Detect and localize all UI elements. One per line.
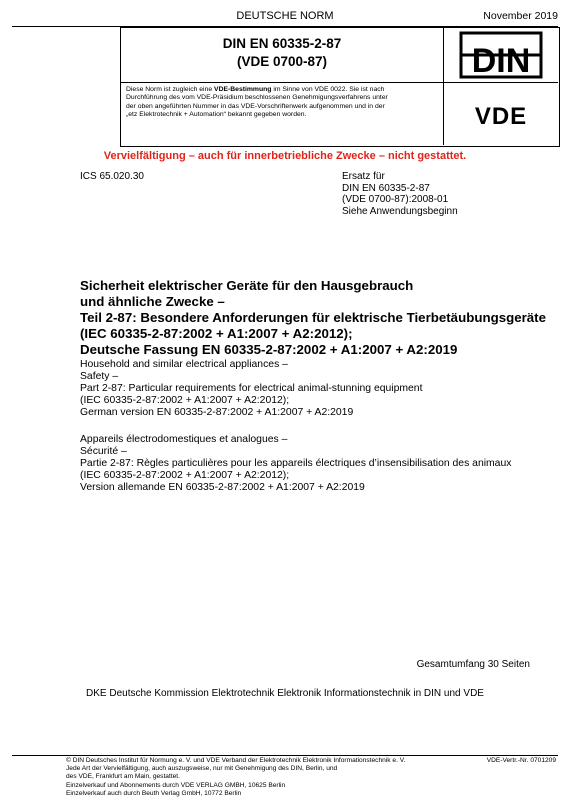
vde-notice-line: „etz Elektrotechnik + Automation“ bekannt gegeben worden.: [126, 111, 307, 119]
vde-notice-bold: VDE-Bestimmung: [214, 86, 272, 93]
document-type-label: DEUTSCHE NORM: [236, 10, 334, 22]
german-title-line: Teil 2-87: Besondere Anforderungen für elektrische Tierbetäubungsgeräte: [80, 310, 546, 325]
english-title: [80, 359, 550, 419]
english-title-line: Safety –: [80, 371, 119, 382]
english-title-line: German version EN 60335-2-87:2002 + A1:2007 + A2:2019: [80, 407, 354, 418]
english-title-line: Part 2-87: Particular requirements for electrical animal-stunning equipment: [80, 383, 423, 394]
copyright-line: © DIN Deutsches Institut für Normung e. V. und VDE Verband der Elektrotechnik Elektronik Informationstechnik e. V.: [66, 757, 406, 764]
french-title-line: Version allemande EN 60335-2-87:2002 + A1:2007 + A2:2019: [80, 482, 365, 493]
copyright-line: Einzelverkauf auch durch Beuth Verlag GmbH, 10772 Berlin: [66, 789, 242, 797]
replacement-line: DIN EN 60335-2-87: [342, 182, 430, 194]
din-logo: [444, 28, 558, 83]
replacement-line: Ersatz für: [342, 171, 385, 182]
footer-divider: [12, 755, 558, 756]
total-pages: Gesamtumfang 30 Seiten: [416, 659, 530, 670]
vde-logo: [444, 83, 558, 145]
french-title-line: Sécurité –: [80, 446, 127, 457]
copyright-notice: [66, 757, 446, 798]
reproduction-warning: Vervielfältigung – auch für innerbetriebliche Zwecke – nicht gestattet.: [103, 150, 467, 162]
german-title-line: Deutsche Fassung EN 60335-2-87:2002 + A1:2007 + A2:2019: [80, 342, 458, 357]
vde-notice-prefix: Diese Norm ist zugleich eine: [126, 86, 215, 93]
french-title-line: Appareils électrodomestiques et analogues –: [80, 434, 288, 445]
copyright-line: des VDE, Frankfurt am Main, gestattet.: [66, 773, 180, 781]
french-title-line: Partie 2-87: Règles particulières pour les appareils électriques d’insensibilisation des animaux: [80, 458, 512, 469]
french-title-line: (IEC 60335-2-87:2002 + A1:2007 + A2:2012);: [80, 470, 290, 481]
german-title-line: (IEC 60335-2-87:2002 + A1:2007 + A2:2012);: [80, 326, 353, 341]
french-title: [80, 434, 550, 494]
copyright-line: Einzelverkauf und Abonnements durch VDE VERLAG GMBH, 10625 Berlin: [66, 781, 286, 789]
vde-notice-line: der oben angeführten Nummer in das VDE-Vorschriftenwerk aufgenommen und in der: [126, 102, 385, 110]
vde-notice-line: Durchführung des vom VDE-Präsidium beschlossenen Genehmigungsverfahrens unter: [126, 94, 388, 102]
copyright-line: Jede Art der Vervielfältigung, auch auszugsweise, nur mit Genehmigung des DIN, Berlin, und: [66, 765, 338, 773]
vde-notice: [126, 86, 440, 120]
dke-commission: DKE Deutsche Kommission Elektrotechnik Elektronik Informationstechnik in DIN und VDE: [86, 688, 484, 699]
replacement-info: [342, 171, 458, 217]
vde-contract-number: VDE-Vertr.-Nr. 0701209: [486, 757, 556, 764]
german-title-line: und ähnliche Zwecke –: [80, 294, 225, 309]
german-title-line: Sicherheit elektrischer Geräte für den Hausgebrauch: [80, 278, 414, 293]
english-title-line: (IEC 60335-2-87:2002 + A1:2007 + A2:2012);: [80, 395, 290, 406]
english-title-line: Household and similar electrical appliances –: [80, 359, 288, 370]
vde-notice-line: im Sinne von VDE 0022. Sie ist nach: [271, 86, 385, 93]
replacement-line: (VDE 0700-87):2008-01: [342, 194, 449, 205]
standard-number: DIN EN 60335-2-87: [222, 36, 342, 51]
ics-code: ICS 65.020.30: [80, 171, 144, 182]
publication-date: November 2019: [483, 10, 558, 22]
vde-classification: (VDE 0700-87): [236, 54, 328, 69]
vde-logo-text: VDE: [474, 103, 528, 130]
din-logo-text: DIN: [471, 42, 531, 80]
replacement-line: Siehe Anwendungsbeginn: [342, 205, 458, 217]
german-title: [80, 278, 550, 358]
